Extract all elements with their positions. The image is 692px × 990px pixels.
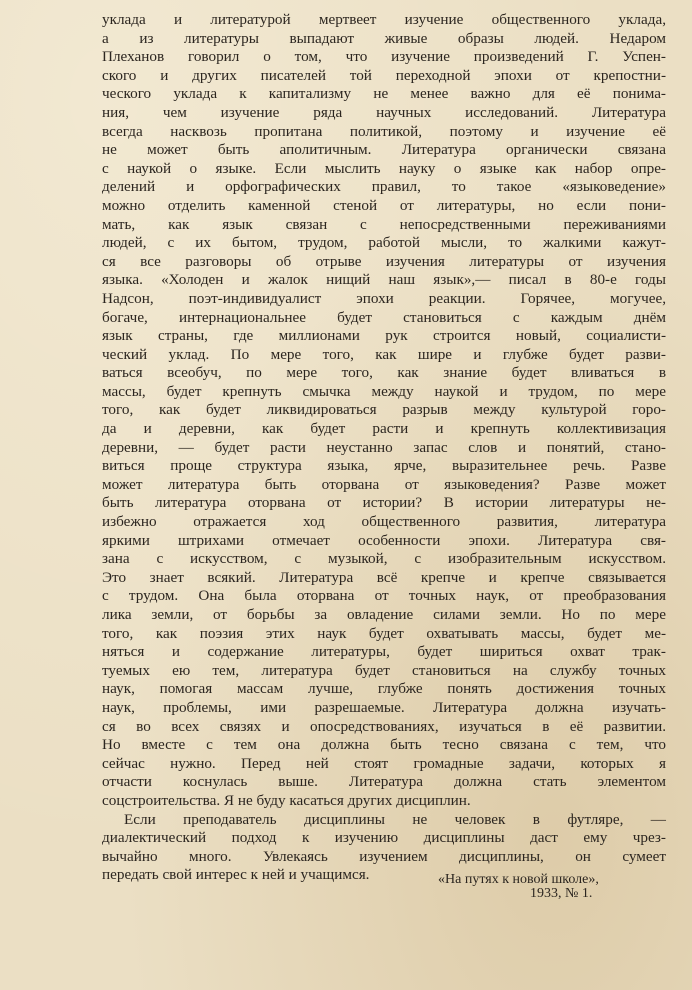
text-line: быть литература оторвана от истории? В истории литературы не- <box>102 494 666 512</box>
text-line: няться и содержание литературы, будет шириться охват трак- <box>102 643 666 661</box>
text-line: зана с искусством, с музыкой, с изобразительным искусством. <box>102 550 666 568</box>
text-line: наук, помогая массам лучше, глубже понять достижения точных <box>102 680 666 698</box>
text-line: того, как поэзия этих наук будет охватывать массы, будет ме- <box>102 624 666 642</box>
text-line: ния, чем изучение ряда научных исследований. Литература <box>102 103 666 121</box>
text-line: сейчас нужно. Перед ней стоят громадные задачи, которых я <box>102 754 666 772</box>
text-line: Надсон, поэт-индивидуалист эпохи реакции. Горячее, могучее, <box>102 289 666 307</box>
text-line: не может быть аполитичным. Литература органически связана <box>102 141 666 159</box>
text-line: Это знает всякий. Литература всё крепче и крепче связывается <box>102 568 666 586</box>
text-line: людей, с их бытом, трудом, работой мысли, то жалкими кажут- <box>102 234 666 252</box>
paragraph-1 <box>102 11 666 811</box>
text-line: с трудом. Она была оторвана от точных наук, от преобразования <box>102 587 666 605</box>
text-line: всегда насквозь пропитана политикой, поэтому и изучение её <box>102 122 666 140</box>
text-line: передать свой интерес к ней и учащимся. <box>102 866 370 884</box>
text-line: отчасти коснулась выше. Литература должна стать элементом <box>102 773 666 791</box>
text-line: уклада и литературой мертвеет изучение общественного уклада, <box>102 11 666 28</box>
text-line: наук, проблемы, ими разрешаемые. Литература должна изучать- <box>102 698 666 716</box>
text-line: туемых ею тем, литература будет становиться на службу точных <box>102 661 666 679</box>
text-line: того, как будет ликвидироваться разрыв между культурой горо- <box>102 401 666 419</box>
text-line: ческий уклад. По мере того, как шире и глубже будет разви- <box>102 345 666 363</box>
text-line: ся все разговоры об отрыве изучения литературы от изучения <box>102 252 666 270</box>
text-line: ся во всех связях и опосредствованиях, изучаться в её развитии. <box>102 717 666 735</box>
text-line: с наукой о языке. Если мыслить науку о языке как набор опре- <box>102 159 666 177</box>
text-line: Если преподаватель дисциплины не человек в футляре, — <box>124 810 666 828</box>
text-line: виться проще структура языка, ярче, выразительнее речь. Разве <box>102 457 666 475</box>
source-title: «На путях к новой школе», <box>438 872 599 887</box>
text-line: можно отделить каменной стеной от литературы, но если пони- <box>102 196 666 214</box>
text-line: да и деревни, как будет расти и крепнуть коллективизация <box>102 420 666 438</box>
text-line: лика земли, от борьбы за овладение силами земли. Но по мере <box>102 606 666 623</box>
body-text <box>102 11 666 885</box>
text-line: может литература быть оторвана от языковедения? Разве может <box>102 475 666 493</box>
text-line: ческого уклада к капитализму не менее важно для её понима- <box>102 85 666 103</box>
text-line: массы, будет крепнуть смычка между наукой и трудом, по мере <box>102 382 666 400</box>
text-line: мать, как язык связан с непосредственными переживаниями <box>102 215 666 233</box>
text-line: деревни, — будет расти неустанно запас слов и понятий, стано- <box>102 438 666 456</box>
text-line: богаче, интернациональнее будет становиться с каждым днём <box>102 308 666 326</box>
source-year-issue: 1933, № 1. <box>530 886 593 901</box>
text-line: ского и других писателей той переходной эпохи от крепостни- <box>102 66 666 84</box>
text-line: а из литературы выпадают живые образы людей. Недаром <box>102 29 666 47</box>
text-line: Плеханов говорил о том, что изучение произведений Г. Успен- <box>102 48 666 66</box>
text-line: вычайно много. Увлекаясь изучением дисциплины, он сумеет <box>102 847 666 865</box>
text-line: делений и орфографических правил, то такое «языковедение» <box>102 178 666 196</box>
text-line: избежно отражается ход общественного развития, литература <box>102 513 666 531</box>
text-line: ваться всеобуч, по мере того, как знание будет вливаться в <box>102 364 666 382</box>
text-line: яркими штрихами отмечает особенности эпохи. Литература свя- <box>102 531 666 549</box>
text-line: Но вместе с тем она должна быть тесно связана с тем, что <box>102 736 666 754</box>
text-line: диалектический подход к изучению дисциплины даст ему чрез- <box>102 829 666 847</box>
text-line: соцстроительства. Я не буду касаться других дисциплин. <box>102 791 471 809</box>
text-line: язык страны, где миллионами рук строится новый, социалисти- <box>102 327 666 345</box>
text-line: языка. «Холоден и жалок нищий наш язык»,— писал в 80-е годы <box>102 271 666 289</box>
